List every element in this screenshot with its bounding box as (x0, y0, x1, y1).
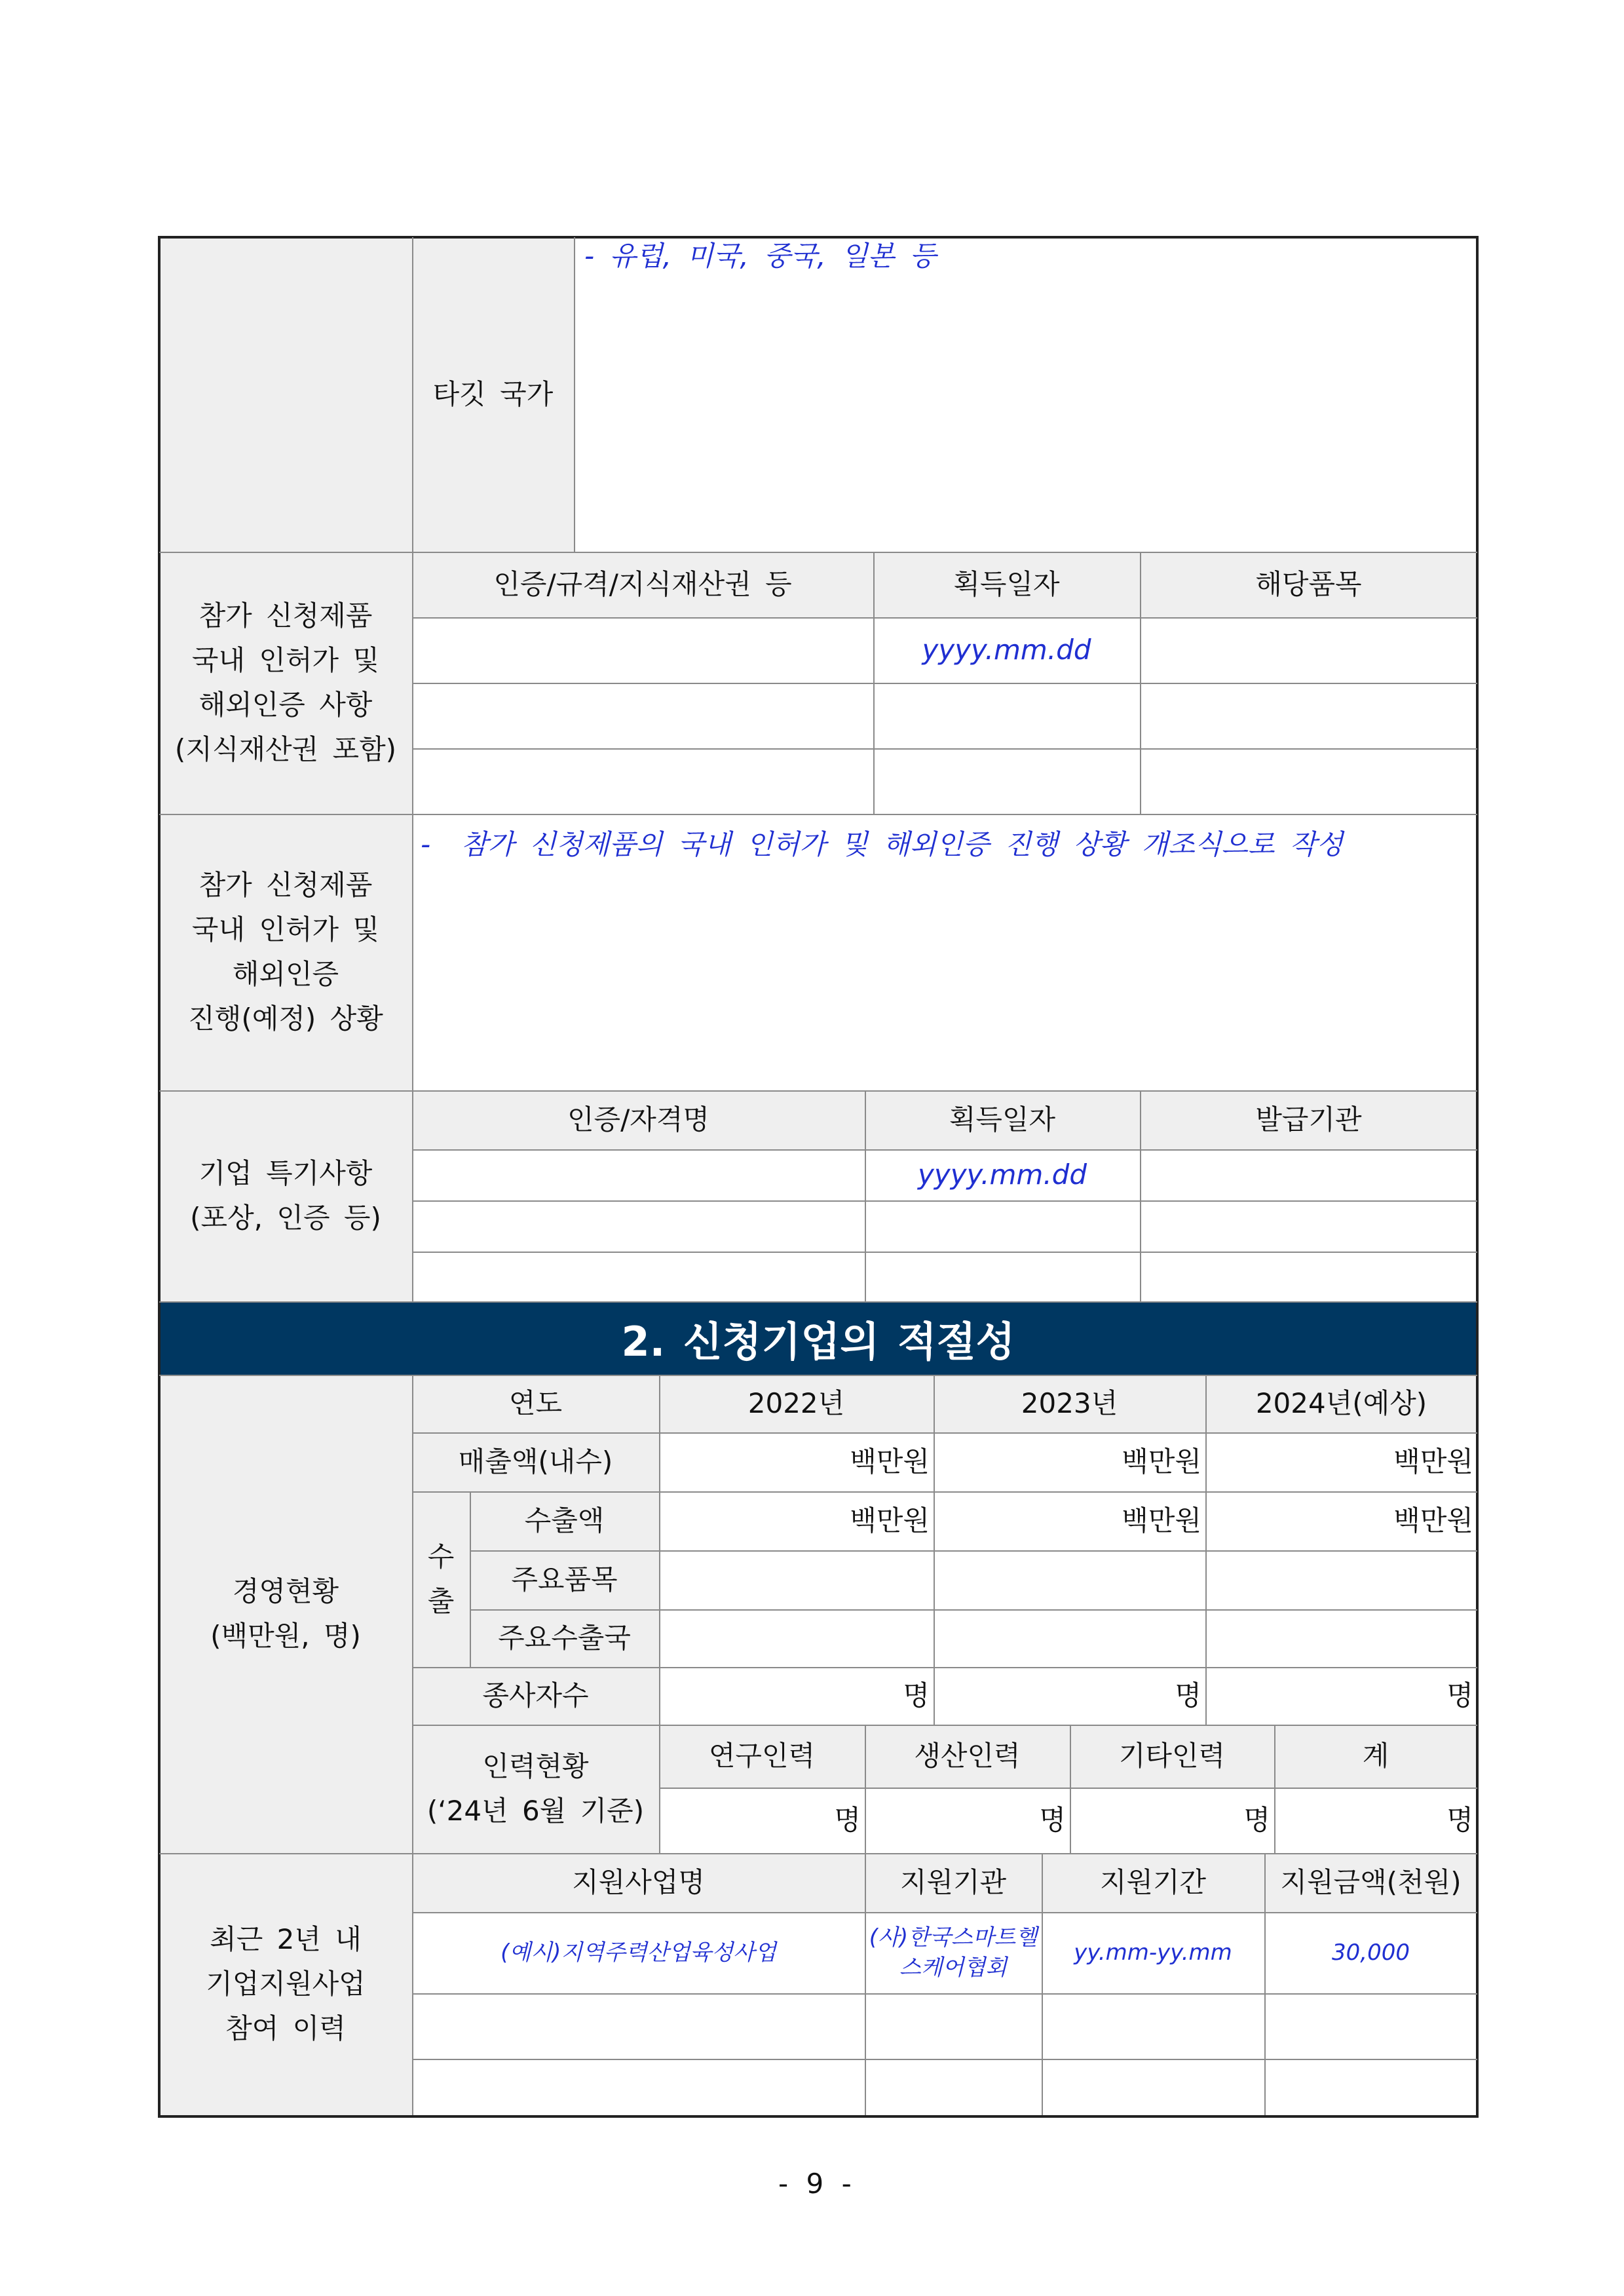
workforce-unit-research: 명 (834, 1804, 861, 1836)
special-header-name: 인증/자격명 (567, 1103, 709, 1136)
special-notes-label: 기업 특기사항 (포상, 인증 등) (190, 1157, 381, 1234)
sales-unit-2023: 백만원 (1122, 1445, 1201, 1478)
sales-unit-2022: 백만원 (850, 1445, 930, 1478)
cert-header-standard: 인증/규격/지식재산권 등 (493, 568, 792, 600)
employees-label: 종사자수 (482, 1679, 589, 1712)
workforce-header-research: 연구인력 (708, 1740, 816, 1772)
sales-label: 매출액(내수) (458, 1445, 613, 1478)
cert-progress-label: 참가 신청제품 국내 인허가 및 해외인증 진행(예정) 상황 (188, 869, 383, 1035)
cert-date-example: yyyy.mm.dd (922, 634, 1091, 666)
support-header-period: 지원기간 (1099, 1866, 1207, 1898)
main-items-label: 주요품목 (511, 1563, 618, 1596)
workforce-label: 인력현황 (‘24년 6월 기준) (426, 1750, 645, 1827)
workforce-unit-total: 명 (1446, 1804, 1473, 1836)
support-label: 최근 2년 내 기업지원사업 참여 이력 (206, 1923, 366, 2044)
support-example-period: yy.mm-yy.mm (1074, 1940, 1232, 1966)
workforce-unit-production: 명 (1039, 1804, 1066, 1836)
support-header-agency: 지원기관 (899, 1866, 1007, 1898)
employees-unit-2024: 명 (1446, 1679, 1473, 1712)
certifications-label: 참가 신청제품 국내 인허가 및 해외인증 사항 (지식재산권 포함) (174, 600, 397, 765)
section-title: 2. 신청기업의 적절성 (621, 1317, 1015, 1366)
cert-header-date: 획득일자 (953, 568, 1060, 600)
target-country-note: - 유럽, 미국, 중국, 일본 등 (584, 240, 937, 272)
support-example-program: (예시)지역주력산업육성사업 (500, 1940, 776, 1966)
management-label: 경영현황 (백만원, 명) (210, 1575, 361, 1652)
special-date-example: yyyy.mm.dd (917, 1158, 1087, 1191)
export-unit-2023: 백만원 (1122, 1504, 1201, 1537)
employees-unit-2022: 명 (903, 1679, 930, 1712)
workforce-unit-other: 명 (1243, 1804, 1270, 1836)
page-number: - 9 - (778, 2168, 852, 2200)
year-label: 연도 (508, 1387, 563, 1419)
main-countries-label: 주요수출국 (498, 1622, 631, 1654)
workforce-header-total: 계 (1362, 1740, 1389, 1772)
workforce-header-production: 생산인력 (914, 1740, 1021, 1772)
special-header-issuer: 발급기관 (1255, 1103, 1362, 1136)
sales-unit-2024: 백만원 (1393, 1445, 1473, 1478)
export-unit-2024: 백만원 (1393, 1504, 1473, 1537)
year-2022: 2022년 (747, 1387, 845, 1419)
export-amount-label: 수출액 (524, 1504, 605, 1537)
employees-unit-2023: 명 (1175, 1679, 1201, 1712)
support-example-agency: (사)한국스마트헬 스케어협회 (869, 1924, 1038, 1981)
cert-header-item: 해당품목 (1255, 568, 1362, 600)
support-header-amount: 지원금액(천원) (1280, 1866, 1462, 1898)
export-unit-2022: 백만원 (850, 1504, 930, 1537)
support-example-amount: 30,000 (1332, 1940, 1410, 1966)
special-header-date: 획득일자 (949, 1103, 1056, 1136)
export-group-label: 수 출 (427, 1540, 455, 1617)
year-2023: 2023년 (1021, 1387, 1118, 1419)
workforce-header-other: 기타인력 (1118, 1740, 1226, 1772)
year-2024: 2024년(예상) (1255, 1387, 1427, 1419)
target-country-label: 타깃 국가 (432, 378, 554, 410)
support-header-program: 지원사업명 (572, 1866, 705, 1898)
cert-progress-note: - 참가 신청제품의 국내 인허가 및 해외인증 진행 상황 개조식으로 작성 (421, 828, 1344, 860)
